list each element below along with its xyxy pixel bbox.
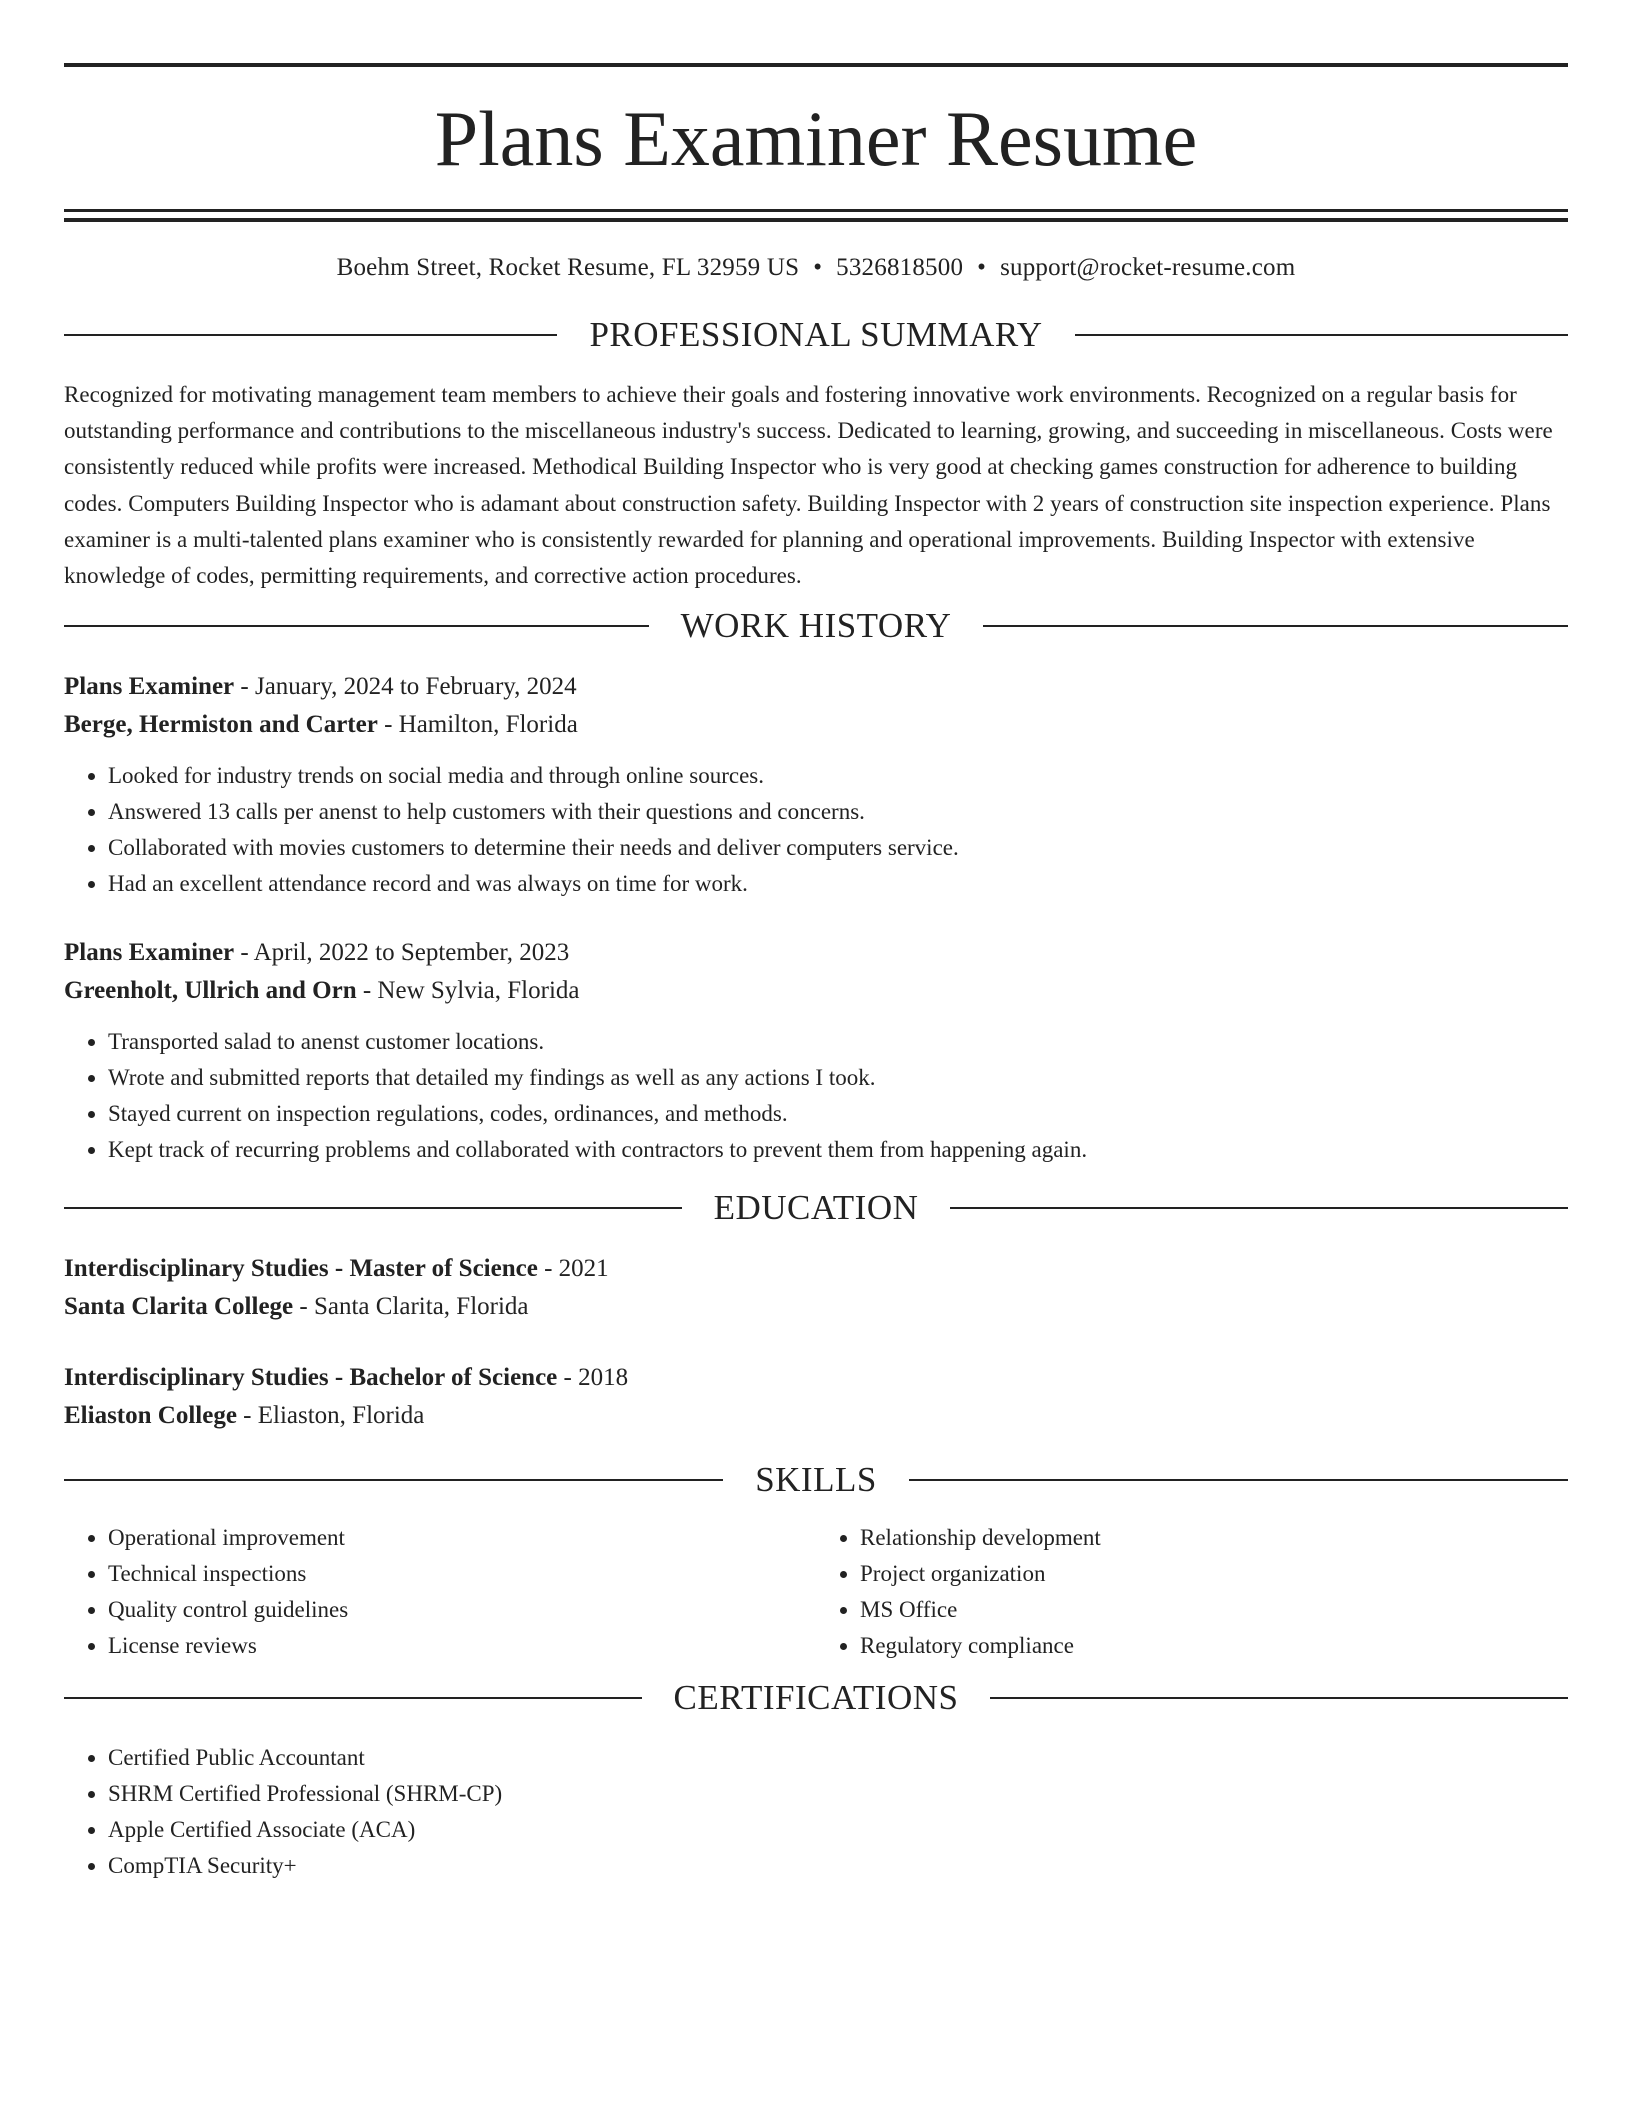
job-bullet: • Wrote and submitted reports that detailed my findings as well as any actions I took. — [108, 1060, 1568, 1096]
job-dates: - April, 2022 to September, 2023 — [234, 939, 570, 967]
education-entry — [64, 1250, 1568, 1326]
section-heading-skills — [64, 1460, 1568, 1500]
certification-item: • Apple Certified Associate (ACA) — [108, 1812, 1568, 1848]
job-title-line — [64, 934, 1568, 972]
contact-separator: • — [813, 254, 823, 281]
section-heading-work — [64, 606, 1568, 646]
skill-item: • Operational improvement — [108, 1520, 816, 1556]
section-heading-certifications — [64, 1678, 1568, 1718]
heading-rule — [64, 334, 557, 336]
skills-list-left — [64, 1520, 816, 1664]
education-entry — [64, 1359, 1568, 1435]
contact-address: Boehm Street, Rocket Resume, FL 32959 US — [336, 254, 800, 281]
education-degree-line — [64, 1250, 1568, 1288]
job-bullet: • Transported salad to anenst customer locations. — [108, 1024, 1568, 1060]
job-bullet: • Kept track of recurring problems and collaborated with contractors to prevent them from happening again. — [108, 1132, 1568, 1168]
heading-rule — [950, 1207, 1568, 1209]
job-bullets — [64, 758, 1568, 902]
title-double-rule — [64, 209, 1568, 222]
education-location: - Santa Clarita, Florida — [293, 1293, 529, 1321]
resume-title: Plans Examiner Resume — [434, 95, 1198, 182]
certifications-list — [64, 1740, 1568, 1884]
education-school: Eliaston College — [64, 1402, 237, 1430]
education-degree: Interdisciplinary Studies - Master of Science — [64, 1255, 538, 1283]
heading-rule — [64, 1479, 723, 1481]
contact-separator: • — [977, 254, 987, 281]
contact-phone: 5326818500 — [836, 254, 964, 281]
education-year: - 2021 — [537, 1255, 609, 1283]
section-title: EDUCATION — [713, 1188, 919, 1228]
job-title: Plans Examiner — [64, 673, 235, 701]
heading-rule — [64, 1207, 682, 1209]
education-location: - Eliaston, Florida — [236, 1402, 425, 1430]
section-title: WORK HISTORY — [680, 606, 952, 646]
job-bullet: • Answered 13 calls per anenst to help customers with their questions and concerns. — [108, 794, 1568, 830]
job-entry — [64, 668, 1568, 902]
job-bullet: • Looked for industry trends on social media and through online sources. — [108, 758, 1568, 794]
job-dates: - January, 2024 to February, 2024 — [234, 673, 577, 701]
job-bullet: • Collaborated with movies customers to determine their needs and deliver computers service. — [108, 830, 1568, 866]
skills-grid — [64, 1520, 1568, 1664]
section-title: SKILLS — [755, 1460, 877, 1500]
top-rule — [64, 63, 1568, 67]
job-title: Plans Examiner — [64, 939, 235, 967]
heading-rule — [64, 625, 649, 627]
job-location: - New Sylvia, Florida — [356, 977, 580, 1005]
heading-rule — [983, 625, 1568, 627]
heading-rule — [64, 1697, 642, 1699]
skill-item: • Technical inspections — [108, 1556, 816, 1592]
section-heading-education — [64, 1188, 1568, 1228]
certification-item: • SHRM Certified Professional (SHRM-CP) — [108, 1776, 1568, 1812]
skill-item: • MS Office — [860, 1592, 1568, 1628]
section-title: CERTIFICATIONS — [673, 1678, 959, 1718]
job-company: Greenholt, Ullrich and Orn — [64, 977, 357, 1005]
contact-email: support@rocket-resume.com — [1000, 254, 1296, 281]
heading-rule — [990, 1697, 1568, 1699]
heading-rule — [1075, 334, 1568, 336]
section-title: PROFESSIONAL SUMMARY — [589, 315, 1043, 354]
skill-item: • Relationship development — [860, 1520, 1568, 1556]
job-location: - Hamilton, Florida — [377, 711, 578, 739]
job-entry — [64, 934, 1568, 1168]
education-school: Santa Clarita College — [64, 1293, 294, 1321]
education-degree-line — [64, 1359, 1568, 1397]
contact-line — [64, 253, 1568, 283]
job-title-line — [64, 668, 1568, 706]
certification-item: • CompTIA Security+ — [108, 1848, 1568, 1884]
resume-page — [64, 0, 1568, 1884]
skills-list-right — [816, 1520, 1568, 1664]
job-company-line — [64, 706, 1568, 744]
job-company: Berge, Hermiston and Carter — [64, 711, 378, 739]
skill-item: • Regulatory compliance — [860, 1628, 1568, 1664]
education-year: - 2018 — [557, 1364, 629, 1392]
summary-paragraph: Recognized for motivating management team members to achieve their goals and fostering innovative work environments. Recognized on a regular basis for outstanding performance and contributions to the miscellaneous industry's success. Dedicated to learning, growing, and succeeding in miscellaneous. Costs were consistently reduced while profits were increased. Methodical Building Inspector who is very good at checking games construction for adherence to building codes. Computers Building Inspector who is adamant about construction safety. Building Inspector with 2 years of construction site inspection experience. Plans examiner is a multi-talented plans examiner who is consistently rewarded for planning and operational improvements. Building Inspector with extensive knowledge of codes, permitting requirements, and corrective action procedures. — [64, 382, 1553, 589]
education-degree: Interdisciplinary Studies - Bachelor of Science — [64, 1364, 558, 1392]
job-company-line — [64, 972, 1568, 1010]
certification-item: • Certified Public Accountant — [108, 1740, 1568, 1776]
skill-item: • Quality control guidelines — [108, 1592, 816, 1628]
skill-item: • Project organization — [860, 1556, 1568, 1592]
education-school-line — [64, 1397, 1568, 1435]
job-bullets — [64, 1024, 1568, 1168]
skill-item: • License reviews — [108, 1628, 816, 1664]
education-school-line — [64, 1288, 1568, 1326]
job-bullet: • Had an excellent attendance record and was always on time for work. — [108, 866, 1568, 902]
heading-rule — [909, 1479, 1568, 1481]
job-bullet: • Stayed current on inspection regulations, codes, ordinances, and methods. — [108, 1096, 1568, 1132]
section-heading-summary — [64, 315, 1568, 355]
